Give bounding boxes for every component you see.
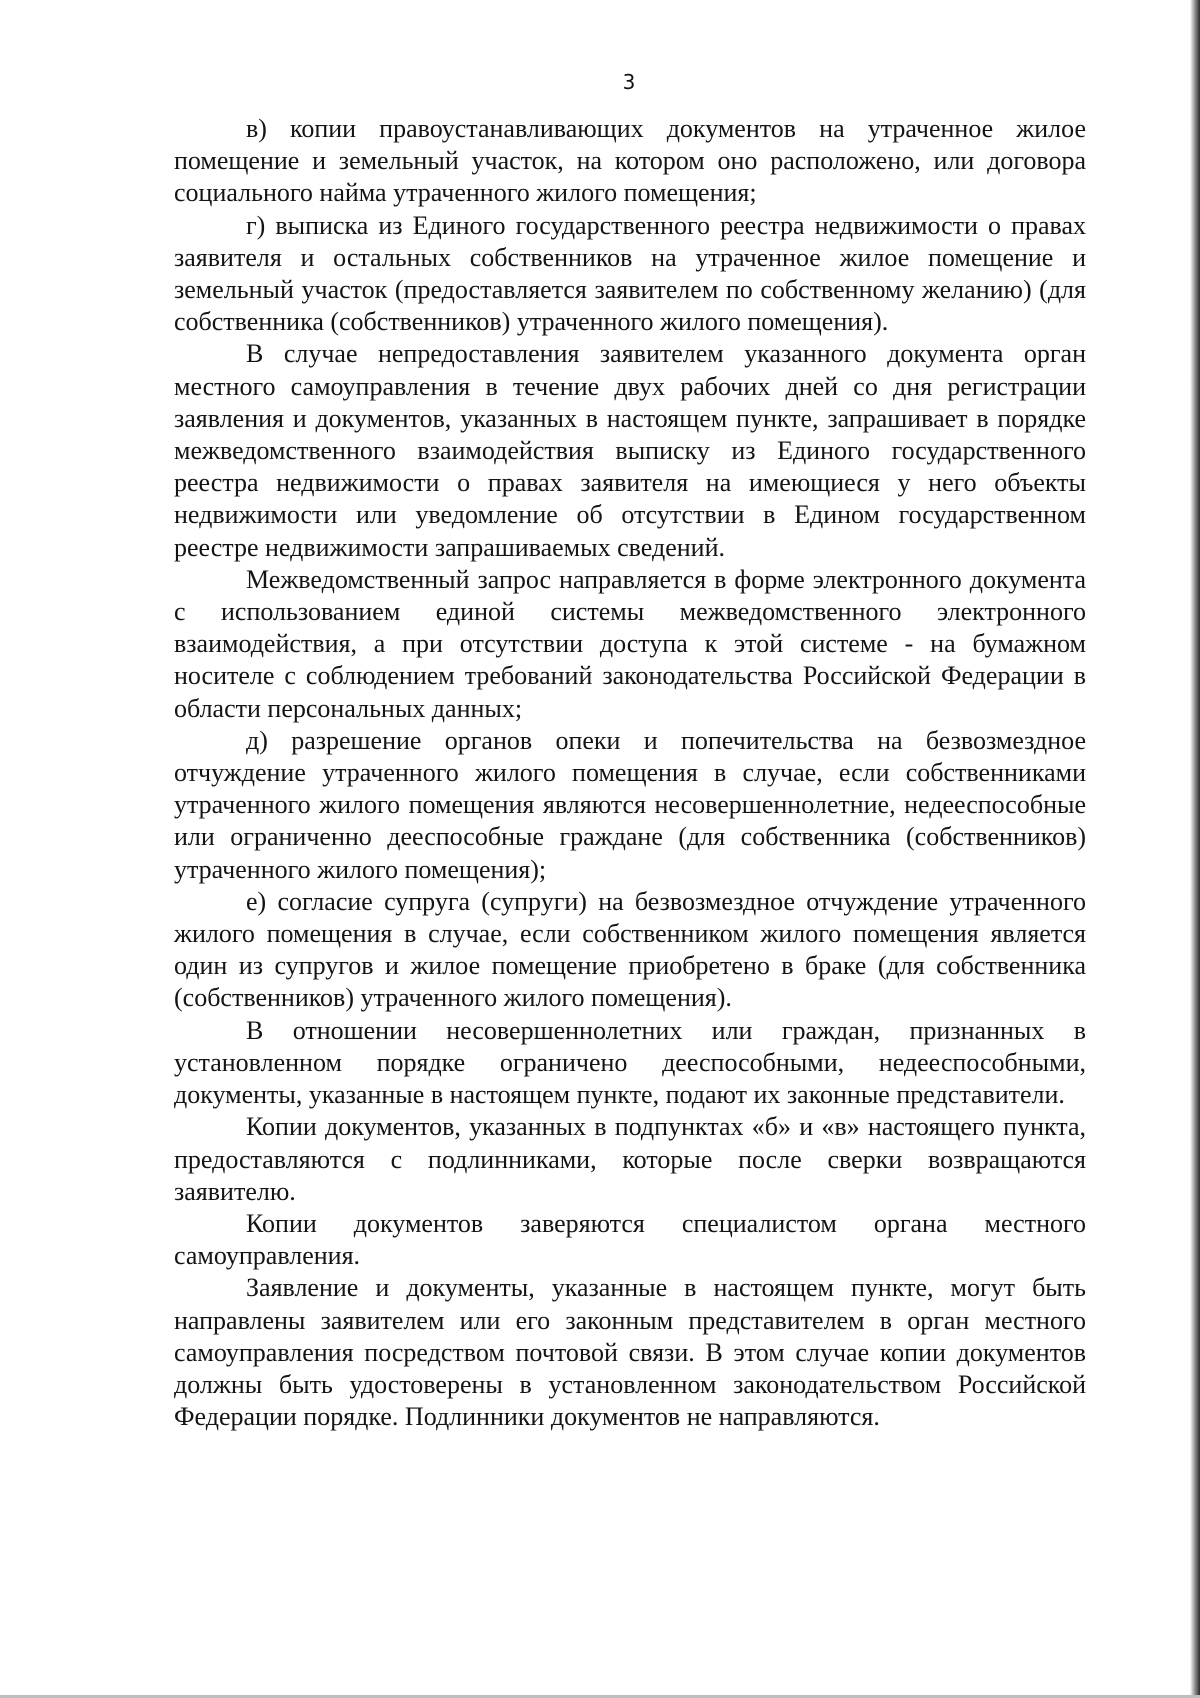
paragraph-item-v: в) копии правоустанавливающих документов на утраченное жилое помещение и земельный участок, на котором оно расположено, или договора социального найма утраченного жилого помещения;: [174, 114, 1086, 208]
document-body: [174, 113, 1086, 1433]
paragraph-interagency-request: Межведомственный запрос направляется в форме электронного документа с использованием единой системы межведомственного электронного взаимодействия, а при отсутствии доступа к этой системе - на бумажном носителе с соблюдением требований законодательства Российской Федерации в области персональных данных;: [174, 564, 1086, 723]
paragraph-postal-submission: Заявление и документы, указанные в настоящем пункте, могут быть направлены заявителем или его законным представителем в орган местного самоуправления посредством почтовой связи. В этом случае копии документов должны быть удостоверены в установленном законодательством Российской Федерации порядке. Подлинники документов не направляются.: [174, 1273, 1086, 1432]
paragraph-minors: В отношении несовершеннолетних или граждан, признанных в установленном порядке ограничено дееспособными, недееспособными, документы, указанные в настоящем пункте, подают их законные представители.: [174, 1015, 1086, 1110]
paragraph-copies-originals: Копии документов, указанных в подпунктах «б» и «в» настоящего пункта, предоставляются с подлинниками, которые после сверки возвращаются заявителю.: [174, 1112, 1086, 1206]
paragraph-copies-certified: Копии документов заверяются специалистом органа местного самоуправления.: [174, 1208, 1086, 1271]
paragraph-item-e: е) согласие супруга (супруги) на безвозмездное отчуждение утраченного жилого помещения в случае, если собственником жилого помещения является один из супругов и жилое помещение приобретено в браке (для собственника (собственников) утраченного жилого помещения).: [174, 886, 1086, 1013]
paragraph-item-g: г) выписка из Единого государственного реестра недвижимости о правах заявителя и остальных собственников на утраченное жилое помещение и земельный участок (предоставляется заявителем по собственному желанию) (для собственника (собственников) утраченного жилого помещения).: [174, 210, 1086, 337]
page-number: 3: [622, 70, 636, 94]
paragraph-item-d: д) разрешение органов опеки и попечительства на безвозмездное отчуждение утраченного жилого помещения в случае, если собственниками утраченного жилого помещения являются несовершеннолетние, недееспособные или ограниченно дееспособные граждане (для собственника (собственников) утраченного жилого помещения);: [174, 725, 1086, 884]
paragraph-non-provision: В случае непредоставления заявителем указанного документа орган местного самоуправления в течение двух рабочих дней со дня регистрации заявления и документов, указанных в настоящем пункте, запрашивает в порядке межведомственного взаимодействия выписку из Единого государственного реестра недвижимости о правах заявителя на имеющиеся у него объекты недвижимости или уведомление об отсутствии в Едином государственном реестре недвижимости запрашиваемых сведений.: [174, 339, 1086, 562]
scan-edge-shadow: [1190, 0, 1200, 1698]
